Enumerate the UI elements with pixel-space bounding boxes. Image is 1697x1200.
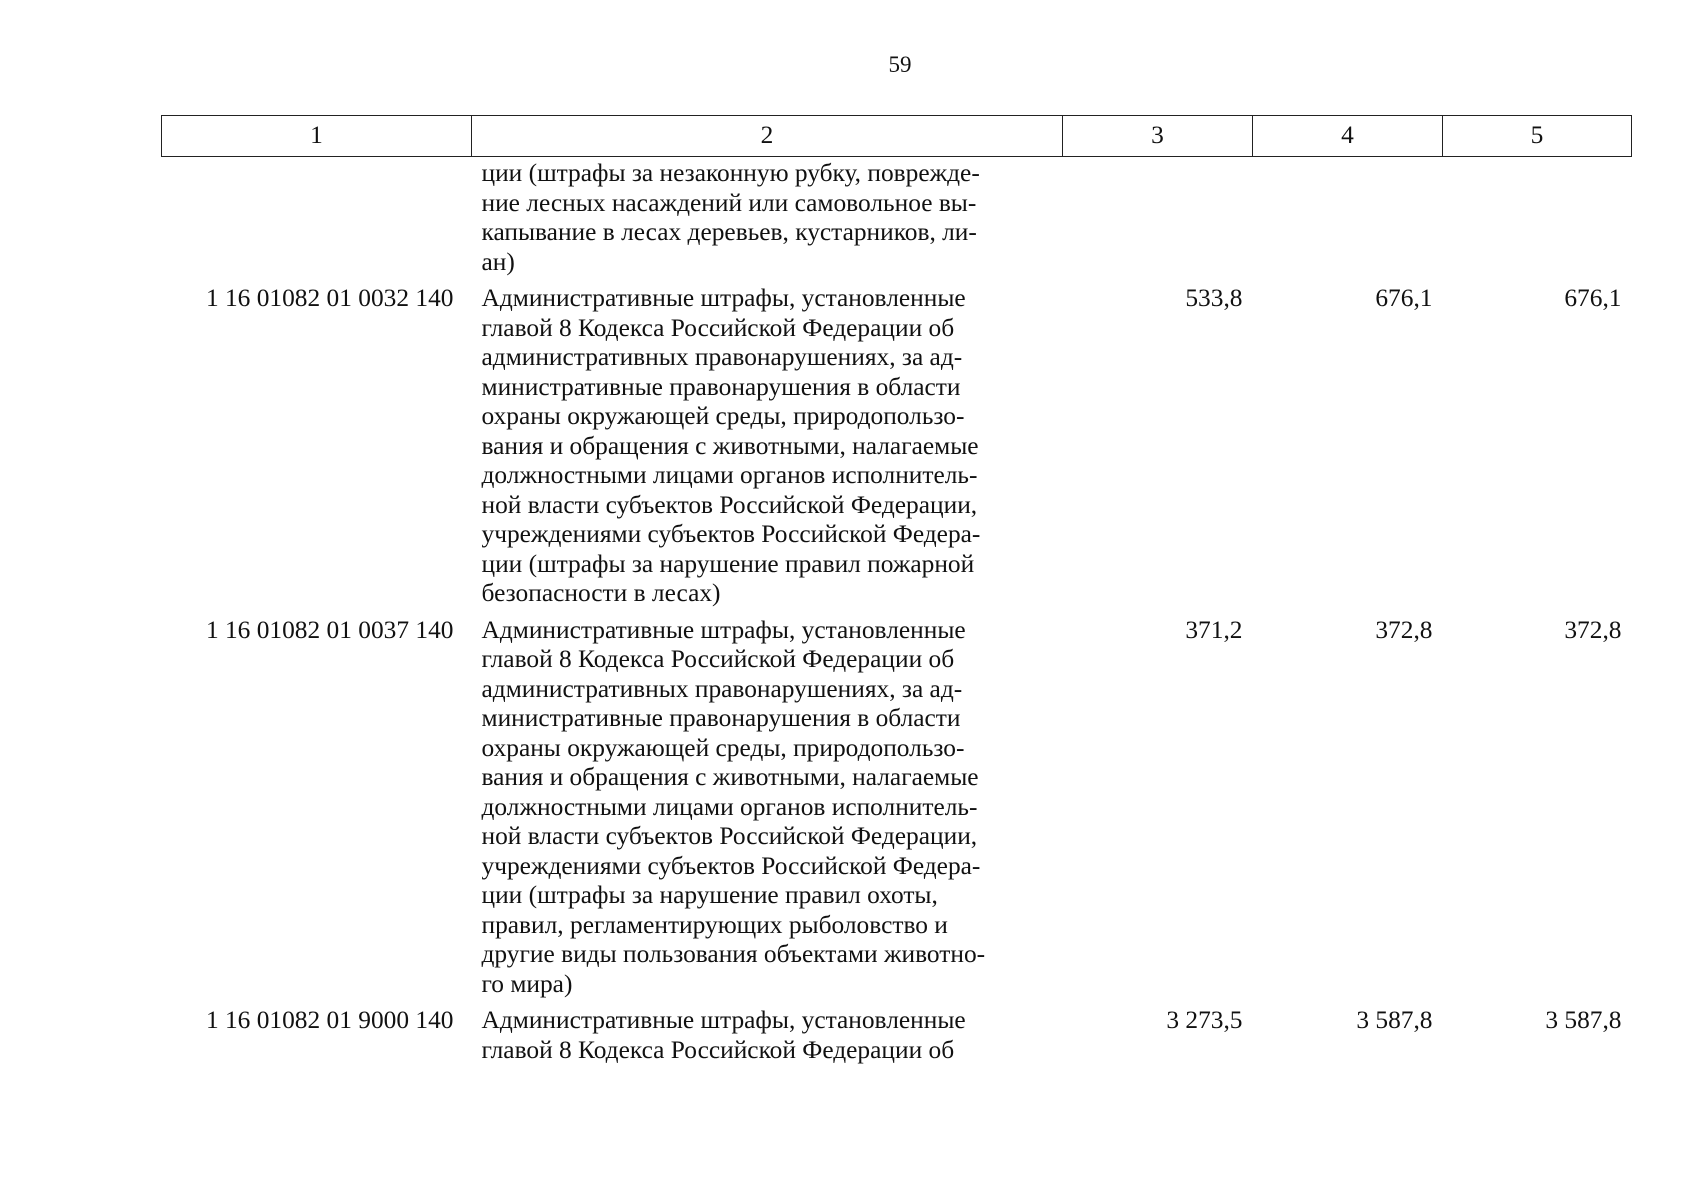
table-row [162, 1006, 1632, 1072]
value-col5-cell: 3 587,8 [1545, 1006, 1622, 1034]
value-col5-cell [1443, 157, 1632, 285]
description-cell: Административные штрафы, установленные главой 8 Кодекса Российской Федерации об административных правонарушениях, за ад- министративные правонарушения в области охраны окружающей среды, природопользо- вания и обращения с животными, налагаемые должностными лицами органов исполнитель- ной власти субъектов Российской Федерации, учреждениями субъектов Российской Федера- ции (штрафы за нарушение правил охоты, правил, регламентирующих рыболовство и другие виды пользования объектами животно- го мира) [481, 615, 986, 998]
column-header-3: 3 [1063, 116, 1253, 157]
table-row [162, 616, 1632, 1007]
value-col4-cell [1253, 157, 1443, 285]
description-cell: Административные штрафы, установленные главой 8 Кодекса Российской Федерации об административных правонарушениях, за ад- министративные правонарушения в области охраны окружающей среды, природопользо- вания и обращения с животными, налагаемые должностными лицами органов исполнитель- ной власти субъектов Российской Федерации, учреждениями субъектов Российской Федера- ции (штрафы за нарушение правил пожарной безопасности в лесах) [481, 284, 981, 607]
table-row [162, 157, 1632, 285]
page-number: 59 [888, 52, 912, 77]
budget-code-cell: 1 16 01082 01 9000 140 [205, 1006, 454, 1034]
column-header-5: 5 [1443, 116, 1632, 157]
value-col5-cell: 372,8 [1564, 615, 1622, 644]
budget-table [161, 115, 1632, 1072]
table-body [162, 157, 1632, 1073]
column-header-1: 1 [162, 116, 472, 157]
value-col3-cell: 371,2 [1185, 615, 1243, 644]
value-col3-cell: 3 273,5 [1166, 1006, 1243, 1034]
value-col4-cell: 372,8 [1375, 615, 1433, 644]
column-header-2: 2 [472, 116, 1063, 157]
column-header-4: 4 [1253, 116, 1443, 157]
table-row [162, 284, 1632, 616]
header-row [162, 116, 1632, 157]
description-cell: Административные штрафы, установленные главой 8 Кодекса Российской Федерации об [481, 1006, 966, 1064]
value-col5-cell: 676,1 [1564, 284, 1622, 312]
budget-code-cell: 1 16 01082 01 0032 140 [205, 284, 454, 312]
value-col4-cell: 676,1 [1375, 284, 1433, 312]
value-col4-cell: 3 587,8 [1356, 1006, 1433, 1034]
value-col3-cell: 533,8 [1185, 284, 1243, 312]
budget-code-cell: 1 16 01082 01 0037 140 [205, 615, 454, 644]
description-cell: ции (штрафы за незаконную рубку, поврежде- ние лесных насаждений или самовольное вы- капывание в лесах деревьев, кустарников, ли- ан) [481, 159, 980, 276]
value-col3-cell [1063, 157, 1253, 285]
budget-code-cell [162, 157, 472, 285]
table-header [162, 116, 1632, 157]
